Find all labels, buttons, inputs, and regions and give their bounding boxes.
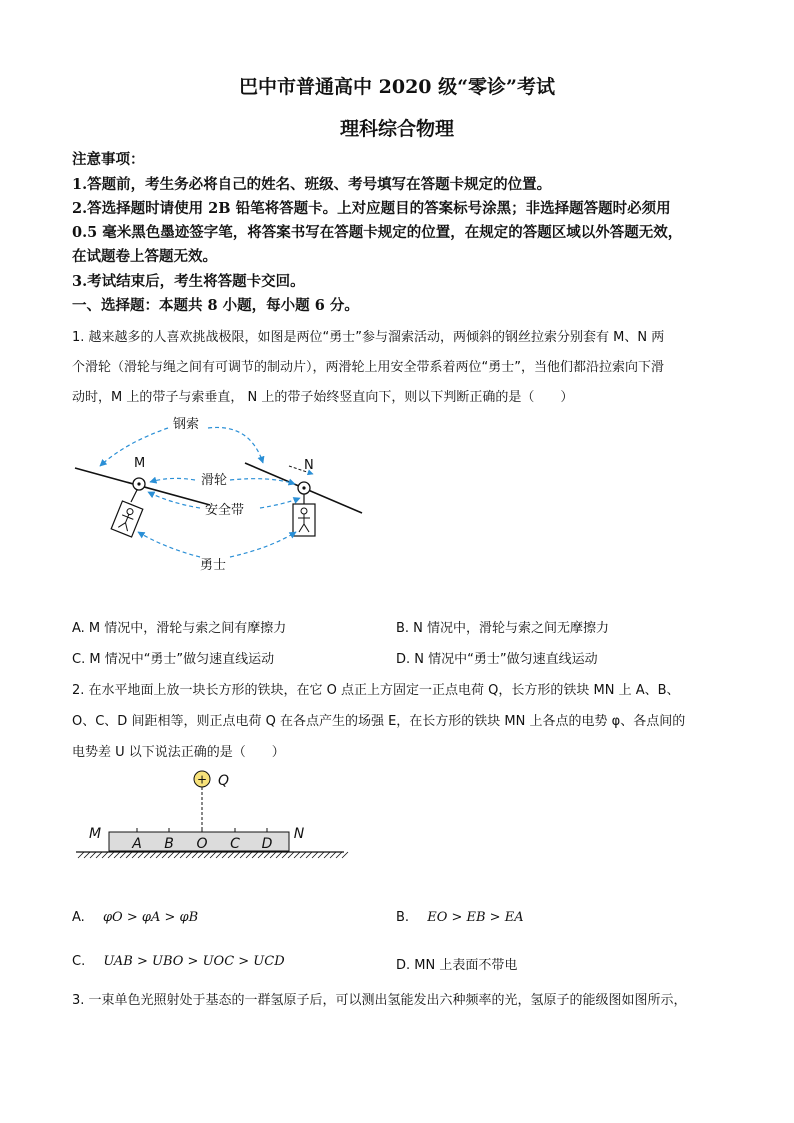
ground-hatch (222, 852, 228, 858)
charge-label: Q (218, 773, 230, 789)
ground-hatch (186, 852, 192, 858)
question-2-line: O、C、D 间距相等，则正点电荷 Q 在各点产生的场强 E，在长方形的铁块 MN 上各点的电势 φ、各点间的 (72, 714, 686, 729)
point-b: B (164, 836, 174, 852)
ground-hatch (276, 852, 282, 858)
ground-hatch (324, 852, 330, 858)
ground-hatch (102, 852, 108, 858)
label-belt: 安全带 (205, 503, 245, 518)
ground-hatch (174, 852, 180, 858)
ground-hatch (282, 852, 288, 858)
ground-hatch (294, 852, 300, 858)
q2-option-a (72, 910, 198, 925)
charge-plate-figure (74, 766, 349, 866)
question-1-line: 动时，M 上的带子与索垂直， N 上的带子始终竖直向下，则以下判断正确的是（ ） (72, 390, 574, 405)
notice-item: 1.答题前，考生务必将自己的姓名、班级、考号填写在答题卡规定的位置。 (72, 176, 552, 193)
q2-option-d: D. MN 上表面不带电 (396, 958, 518, 973)
exam-subtitle: 理科综合物理 (339, 118, 454, 140)
ground-hatch (114, 852, 120, 858)
question-1-line: 个滑轮（滑轮与绳之间有可调节的制动片），两滑轮上用安全带系着两位“勇士”，当他们都沿拉索向下滑 (72, 360, 664, 375)
option-prefix: C. (72, 954, 86, 969)
ground-hatch (138, 852, 144, 858)
ground-hatch (312, 852, 318, 858)
question-1-line: 1. 越来越多的人喜欢挑战极限，如图是两位“勇士”参与溜索活动，两倾斜的钢丝拉索分别套有 M、N 两 (72, 330, 665, 345)
option-prefix: A. (72, 910, 85, 925)
label-n: N (304, 458, 314, 473)
ground-hatch (192, 852, 198, 858)
charge-sign: + (196, 772, 208, 787)
notice-item: 3.考试结束后，考生将答题卡交回。 (72, 273, 305, 290)
ground-hatch (240, 852, 246, 858)
ground-hatch (108, 852, 114, 858)
point-c: C (230, 836, 240, 852)
point-a: A (132, 836, 142, 852)
hero-n (293, 504, 315, 536)
ground-hatch (132, 852, 138, 858)
section-heading: 一、选择题：本题共 8 小题，每小题 6 分。 (72, 297, 359, 314)
option-expression: φO > φA > φB (102, 910, 199, 925)
notice-item: 0.5 毫米黑色墨迹签字笔，将答案书写在答题卡规定的位置，在规定的答题区域以外答题无效， (72, 224, 683, 241)
ground-hatch (318, 852, 324, 858)
ground-hatch (252, 852, 258, 858)
ground-hatch (246, 852, 252, 858)
ground-hatch (84, 852, 90, 858)
q2-option-c (72, 954, 285, 969)
label-hero: 勇士 (200, 558, 227, 573)
point-o: O (196, 836, 208, 852)
ground-hatch (210, 852, 216, 858)
ground-hatch (264, 852, 270, 858)
option-expression: UAB > UBO > UOC > UCD (103, 954, 285, 969)
ground-hatch (336, 852, 342, 858)
ground-hatch (270, 852, 276, 858)
ground-hatch (330, 852, 336, 858)
ground-hatch (156, 852, 162, 858)
label-pulley: 滑轮 (201, 473, 228, 488)
notice-item: 在试题卷上答题无效。 (72, 248, 217, 265)
ground-hatch (96, 852, 102, 858)
label-m: M (88, 826, 102, 842)
label-cable: 钢索 (173, 417, 200, 432)
ground-hatch (198, 852, 204, 858)
ground-hatch (144, 852, 150, 858)
option-prefix: B. (396, 910, 410, 925)
ground-hatch (216, 852, 222, 858)
ground-hatch (342, 852, 348, 858)
hero-m (111, 501, 143, 537)
notice-heading: 注意事项： (72, 151, 145, 168)
ground-hatch (126, 852, 132, 858)
zipline-figure (70, 408, 380, 578)
question-3-line: 3. 一束单色光照射处于基态的一群氢原子后，可以测出氢能发出六种频率的光，氢原子的能级图如图所示， (72, 993, 687, 1008)
ground-hatch (180, 852, 186, 858)
ground-hatch (78, 852, 84, 858)
ground-hatch (204, 852, 210, 858)
exam-title: 巴中市普通高中 2020 级“零诊”考试 (239, 76, 555, 98)
ground-hatch (90, 852, 96, 858)
ground-hatch (228, 852, 234, 858)
ground-hatch (120, 852, 126, 858)
ground-hatch (258, 852, 264, 858)
q1-option-a: A. M 情况中，滑轮与索之间有摩擦力 (72, 621, 287, 636)
ground-hatch (306, 852, 312, 858)
ground-hatch (150, 852, 156, 858)
ground-hatch (162, 852, 168, 858)
q1-option-b: B. N 情况中，滑轮与索之间无摩擦力 (396, 621, 610, 636)
question-2-line: 电势差 U 以下说法正确的是（ ） (72, 745, 285, 760)
ground-hatch (288, 852, 294, 858)
point-d: D (261, 836, 273, 852)
ground-hatch (300, 852, 306, 858)
label-n: N (293, 826, 305, 842)
ground-hatch (234, 852, 240, 858)
ground-hatch (168, 852, 174, 858)
label-m: M (134, 456, 146, 471)
question-2-line: 2. 在水平地面上放一块长方形的铁块，在它 O 点正上方固定一正点电荷 Q，长方形的铁块 MN 上 A、B、 (72, 683, 680, 698)
option-expression: EO > EB > EA (427, 910, 524, 925)
q2-option-b (396, 910, 524, 925)
q1-option-c: C. M 情况中“勇士”做匀速直线运动 (72, 652, 275, 667)
q1-option-d: D. N 情况中“勇士”做匀速直线运动 (396, 652, 598, 667)
notice-item: 2.答选择题时请使用 2B 铅笔将答题卡。上对应题目的答案标号涂黑；非选择题答题时必须用 (72, 200, 671, 217)
